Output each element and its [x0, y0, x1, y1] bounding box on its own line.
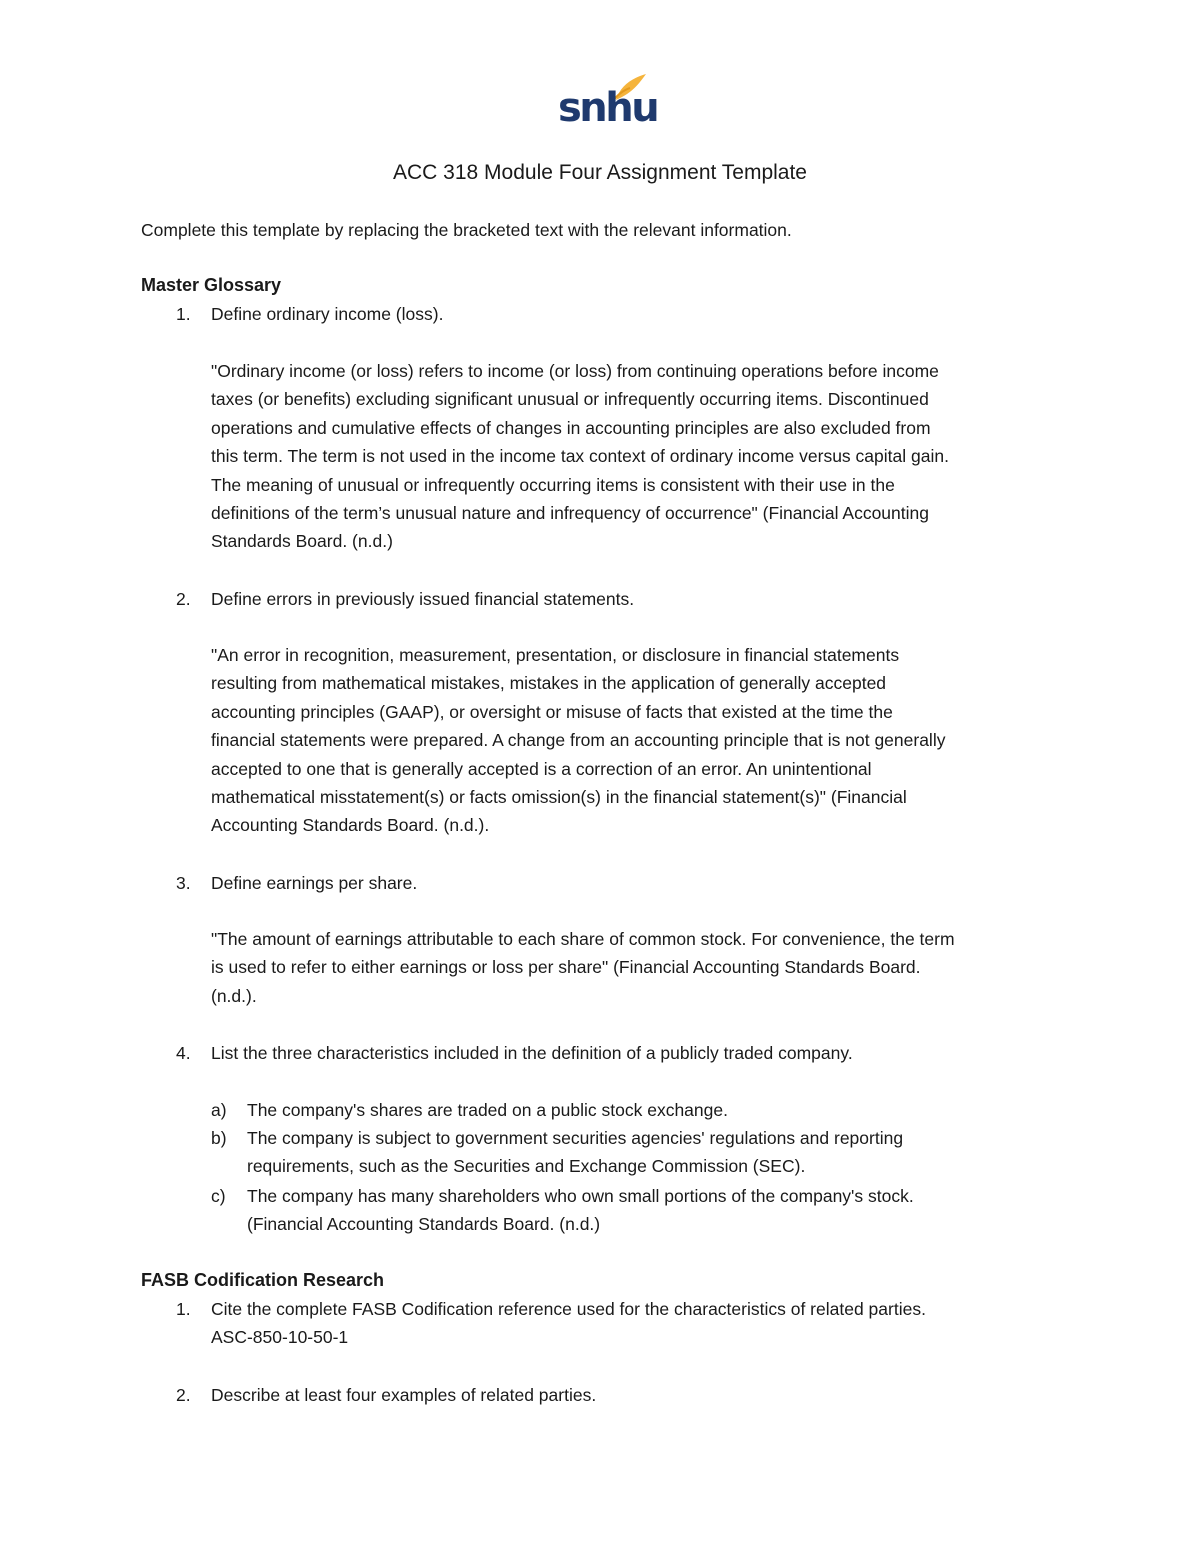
- answer-line: definitions of the term’s unusual nature and infrequency of occurrence" (Financial Accounting: [211, 503, 929, 524]
- answer-line: "The amount of earnings attributable to each share of common stock. For convenience, the term: [211, 929, 955, 949]
- answer-line: Accounting Standards Board. (n.d.).: [211, 815, 490, 836]
- question-text: Define earnings per share.: [211, 873, 418, 893]
- question-text: List the three characteristics included in the definition of a publicly traded company.: [211, 1043, 853, 1063]
- fasb-research-heading: FASB Codification Research: [141, 1270, 385, 1290]
- sub-item-line: The company is subject to government securities agencies' regulations and reporting: [247, 1128, 904, 1148]
- answer-line: accounting principles (GAAP), or oversight or misuse of facts that existed at the time the: [211, 701, 893, 722]
- sub-item-text: [247, 1096, 728, 1124]
- answer-line: mathematical misstatement(s) or facts omission(s) in the financial statement(s)" (Financial: [211, 787, 907, 808]
- sub-item-line: The company's shares are traded on a public stock exchange.: [247, 1100, 728, 1120]
- master-glossary-heading: Master Glossary: [141, 275, 282, 295]
- answer-line: "An error in recognition, measurement, presentation, or disclosure in financial statements: [211, 645, 900, 665]
- answer-line: is used to refer to either earnings or loss per share" (Financial Accounting Standards Board.: [211, 957, 921, 978]
- page-title: ACC 318 Module Four Assignment Template: [393, 161, 807, 184]
- question-text: Define errors in previously issued financial statements.: [211, 589, 635, 609]
- sub-item-line: requirements, such as the Securities and Exchange Commission (SEC).: [247, 1156, 806, 1177]
- answer-line: operations and cumulative effects of changes in accounting principles are also excluded from: [211, 417, 931, 438]
- answer-line: taxes (or benefits) excluding significant unusual or infrequently occurring items. Discontinued: [211, 389, 929, 410]
- instructions-text: Complete this template by replacing the bracketed text with the relevant information.: [141, 220, 792, 240]
- list-number: 2.: [176, 1385, 191, 1405]
- snhu-logo: [552, 72, 658, 134]
- answer-line: financial statements were prepared. A change from an accounting principle that is not generally: [211, 730, 946, 751]
- question-text: Cite the complete FASB Codification reference used for the characteristics of related parties.: [211, 1299, 926, 1319]
- answer-line: (n.d.).: [211, 985, 257, 1006]
- sub-item-line: (Financial Accounting Standards Board. (n.d.): [247, 1214, 601, 1235]
- sub-item-line: The company has many shareholders who own small portions of the company's stock.: [247, 1186, 914, 1206]
- list-number: 1.: [176, 1299, 191, 1319]
- answer-line: resulting from mathematical mistakes, mistakes in the application of generally accepted: [211, 673, 887, 694]
- answer-paragraph: [211, 925, 955, 1010]
- question-text: Define ordinary income (loss).: [211, 304, 444, 324]
- list-number: 1.: [176, 304, 191, 324]
- answer-line: The meaning of unusual or infrequently occurring items is consistent with their use in the: [211, 474, 895, 495]
- list-number: 3.: [176, 873, 191, 893]
- answer-line: accepted to one that is generally accepted is a correction of an error. An unintentional: [211, 758, 872, 779]
- logo-text: snhu: [558, 85, 658, 131]
- sub-item-text: [247, 1124, 903, 1181]
- sub-item-text: [247, 1182, 914, 1239]
- sub-item-letter: b): [211, 1128, 227, 1148]
- answer-paragraph: [211, 357, 949, 556]
- answer-line: "Ordinary income (or loss) refers to income (or loss) from continuing operations before income: [211, 361, 939, 381]
- answer-text: ASC-850-10-50-1: [211, 1327, 349, 1347]
- list-number: 4.: [176, 1043, 191, 1063]
- sub-item-letter: a): [211, 1100, 227, 1120]
- question-text: Describe at least four examples of related parties.: [211, 1385, 597, 1405]
- answer-paragraph: [211, 641, 945, 840]
- sub-item-letter: c): [211, 1186, 226, 1206]
- list-number: 2.: [176, 589, 191, 609]
- answer-line: this term. The term is not used in the income tax context of ordinary income versus capital gain.: [211, 446, 949, 467]
- answer-line: Standards Board. (n.d.): [211, 531, 393, 552]
